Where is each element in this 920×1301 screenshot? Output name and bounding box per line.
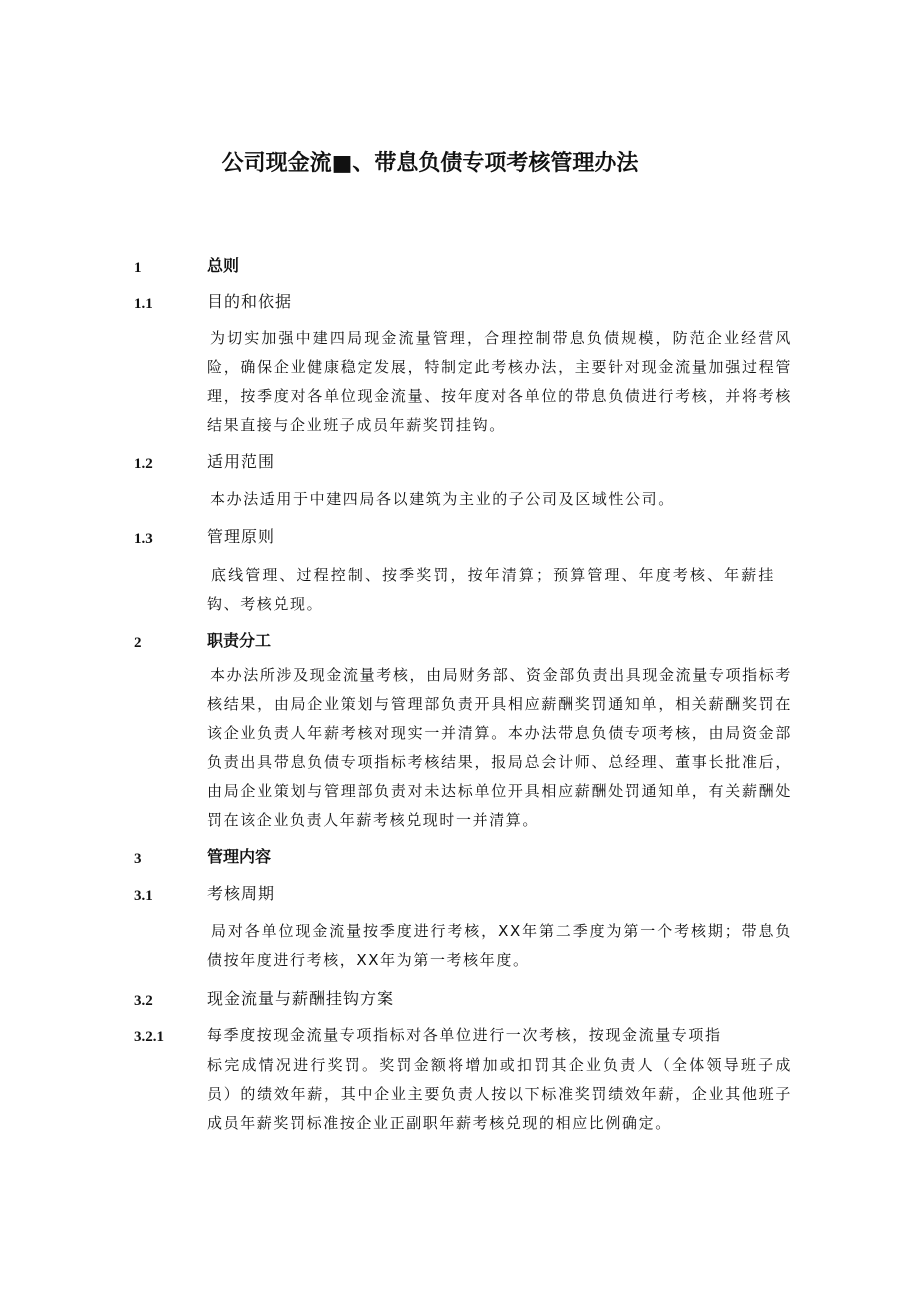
section-number: 3.2.1 — [134, 1029, 164, 1045]
section-heading: 管理原则 — [207, 527, 276, 546]
section-number: 1.2 — [134, 456, 153, 472]
section-number: 3.1 — [134, 888, 153, 904]
section-number: 1.3 — [134, 531, 153, 547]
section-paragraph: 为切实加强中建四局现金流量管理，合理控制带息负债规模，防范企业经营风险，确保企业健康稳定发展，特制定此考核办法，主要针对现金流量加强过程管理，按季度对各单位现金流量、按年度对各单位的带息负债进行考核，并将考核结果直接与企业班子成员年薪奖罚挂钩。 — [207, 329, 792, 434]
section-number: 3.2 — [134, 993, 153, 1009]
section-heading: 现金流量与薪酬挂钩方案 — [207, 989, 395, 1008]
section-first-line: 每季度按现金流量专项指标对各单位进行一次考核，按现金流量专项指 — [207, 1026, 722, 1044]
section-paragraph: 本办法所涉及现金流量考核，由局财务部、资金部负责出具现金流量专项指标考核结果，由局企业策划与管理部负责开具相应薪酬奖罚通知单，相关薪酬奖罚在该企业负责人年薪考核对现实一并清算。本办法带息负债专项考核，由局资金部负责出具带息负债专项指标考核结果，报局总会计师、总经理、董事长批准后，由局企业策划与管理部负责对未达标单位开具相应薪酬处罚通知单，有关薪酬处罚在该企业负责人年薪考核兑现时一并清算。 — [207, 666, 792, 829]
section-number: 1 — [134, 260, 142, 276]
section-heading: 总则 — [207, 256, 240, 275]
section-number: 3 — [134, 851, 142, 867]
section-paragraph: 底线管理、过程控制、按季奖罚，按年清算；预算管理、年度考核、年薪挂钩、考核兑现。 — [207, 566, 775, 613]
section-paragraph: 局对各单位现金流量按季度进行考核，XX年第二季度为第一个考核期；带息负债按年度进行考核，XX年为第一考核年度。 — [207, 922, 792, 969]
section-heading: 考核周期 — [207, 884, 276, 903]
section-heading: 适用范围 — [207, 452, 276, 471]
section-number: 1.1 — [134, 296, 153, 312]
section-paragraph: 标完成情况进行奖罚。奖罚金额将增加或扣罚其企业负责人（全体领导班子成员）的绩效年薪，其中企业主要负责人按以下标准奖罚绩效年薪，企业其他班子成员年薪奖罚标准按企业正副职年薪考核兑现的相应比例确定。 — [207, 1056, 792, 1132]
section-paragraph: 本办法适用于中建四局各以建筑为主业的子公司及区域性公司。 — [210, 490, 675, 508]
section-heading: 职责分工 — [207, 631, 272, 650]
section-number: 2 — [134, 635, 142, 651]
section-heading: 管理内容 — [207, 847, 272, 866]
section-heading: 目的和依据 — [207, 292, 293, 311]
document-title: 公司现金流■、带息负债专项考核管理办法 — [221, 151, 639, 176]
